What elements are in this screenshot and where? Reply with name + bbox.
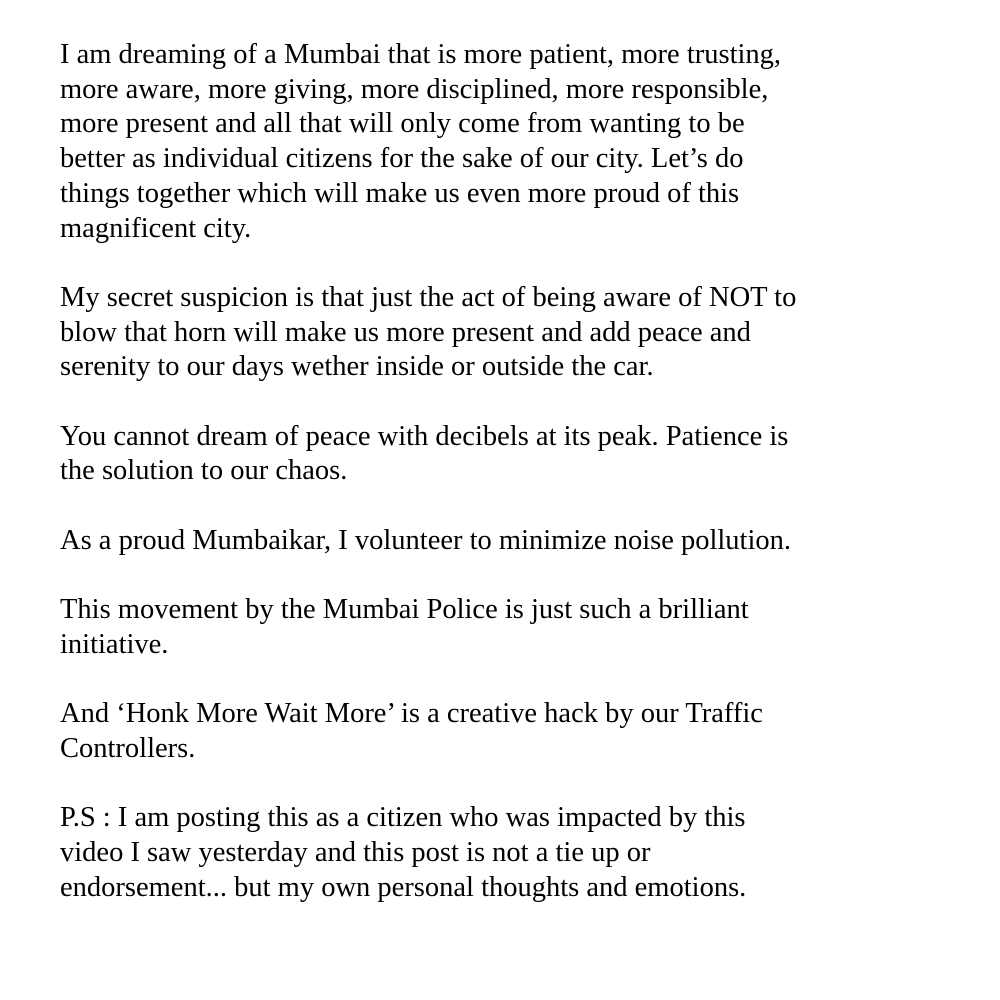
text-line: You cannot dream of peace with decibels at its peak. Patience is [60, 420, 789, 452]
text-line: initiative. [60, 628, 169, 660]
paragraph-dream [60, 38, 940, 246]
text-line: And ‘Honk More Wait More’ is a creative hack by our Traffic [60, 698, 763, 730]
text-line: serenity to our days wether inside or outside the car. [60, 351, 654, 383]
text-line: better as individual citizens for the sake of our city. Let’s do [60, 143, 744, 175]
text-line: Controllers. [60, 732, 196, 764]
text-line: the solution to our chaos. [60, 455, 348, 487]
text-line: As a proud Mumbaikar, I volunteer to minimize noise pollution. [60, 524, 792, 556]
text-line: magnificent city. [60, 212, 252, 244]
text-line: P.S : I am posting this as a citizen who was impacted by this [60, 802, 746, 834]
document-body [60, 38, 940, 940]
text-line: This movement by the Mumbai Police is just such a brilliant [60, 594, 749, 626]
paragraph-honk [60, 697, 940, 766]
text-line: My secret suspicion is that just the act of being aware of NOT to [60, 281, 797, 313]
paragraph-suspicion [60, 281, 940, 385]
text-line: things together which will make us even more proud of this [60, 177, 740, 209]
paragraph-volunteer [60, 524, 940, 559]
text-line: I am dreaming of a Mumbai that is more patient, more trusting, [60, 39, 782, 70]
paragraph-peace [60, 420, 940, 489]
text-line: video I saw yesterday and this post is not a tie up or [60, 837, 651, 869]
paragraph-movement [60, 593, 940, 662]
text-line: more aware, more giving, more disciplined, more responsible, [60, 73, 769, 105]
text-line: endorsement... but my own personal thoughts and emotions. [60, 871, 747, 903]
paragraph-postscript [60, 801, 940, 905]
text-line: more present and all that will only come from wanting to be [60, 108, 745, 140]
text-line: blow that horn will make us more present and add peace and [60, 316, 751, 348]
